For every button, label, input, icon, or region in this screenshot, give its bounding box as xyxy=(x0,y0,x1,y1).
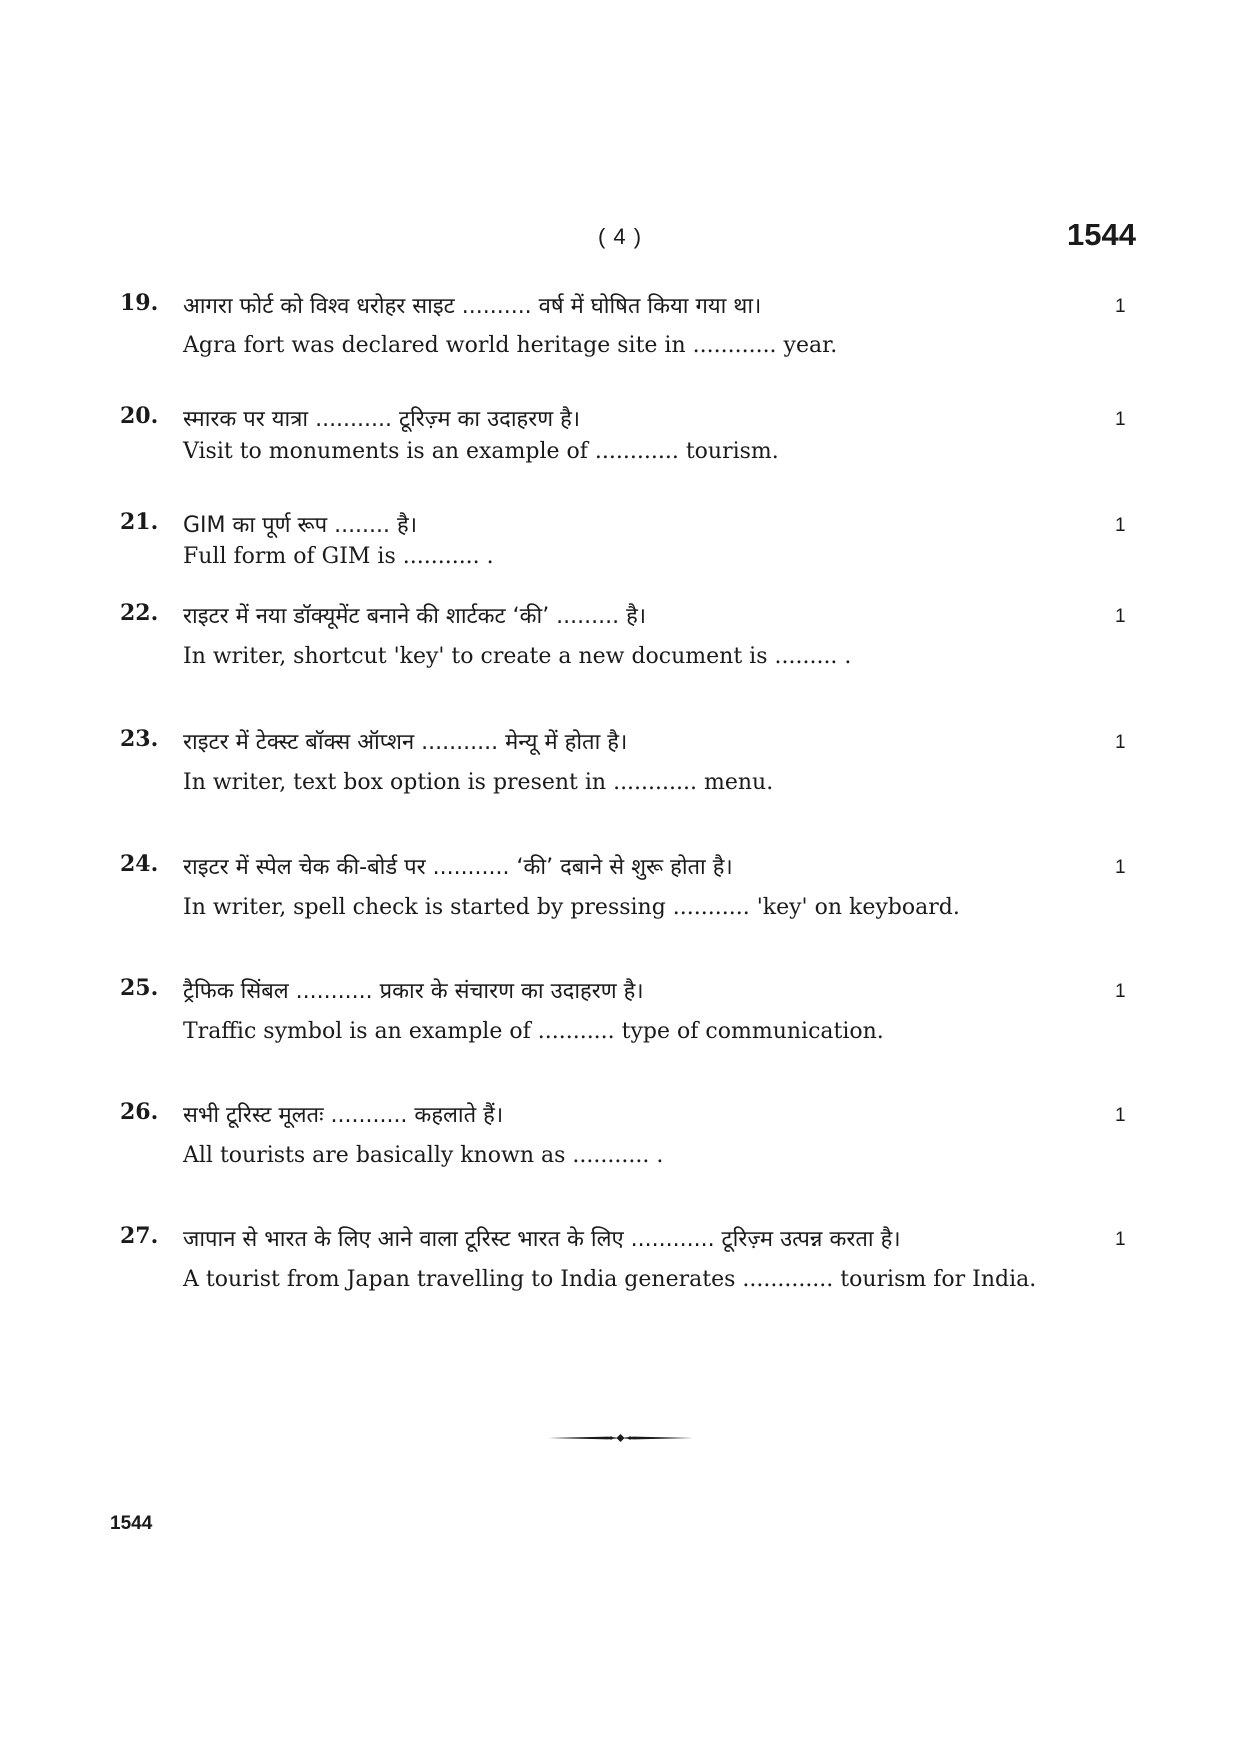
question-text-hindi: ट्रैफिक सिंबल ........... प्रकार के संचारण का उदाहरण है। xyxy=(183,979,644,1004)
question-number: 20. xyxy=(120,403,159,429)
question-number: 23. xyxy=(120,726,159,752)
question-text-hindi: आगरा फोर्ट को विश्व धरोहर साइट .......... वर्ष में घोषित किया गया था। xyxy=(183,294,762,319)
question-marks: 1 xyxy=(1115,857,1126,878)
question-text-english: In writer, spell check is started by pressing ........... 'key' on keyboard. xyxy=(183,895,960,920)
question-marks: 1 xyxy=(1115,515,1126,536)
question-text-english: Traffic symbol is an example of ........... type of communication. xyxy=(183,1019,884,1044)
question-marks: 1 xyxy=(1115,1229,1126,1250)
question-text-hindi: सभी टूरिस्ट मूलतः ........... कहलाते हैं। xyxy=(183,1103,504,1128)
page-number: ( 4 ) xyxy=(597,224,643,249)
paper-code-header: 1544 xyxy=(1067,217,1136,252)
question-text-hindi: राइटर में नया डॉक्यूमेंट बनाने की शार्टकट ‘की’ ......... है। xyxy=(183,604,647,629)
question-text-hindi: राइटर में स्पेल चेक की-बोर्ड पर ........... ‘की’ दबाने से शुरू होता है। xyxy=(183,855,733,880)
question-number: 22. xyxy=(120,600,159,626)
question-text-english: In writer, text box option is present in ............ menu. xyxy=(183,770,774,795)
end-of-paper-ornament xyxy=(548,1432,693,1444)
question-text-english: In writer, shortcut 'key' to create a new document is ......... . xyxy=(183,644,852,669)
paper-code-footer: 1544 xyxy=(110,1513,153,1534)
question-number: 24. xyxy=(120,851,159,877)
question-text-hindi: स्मारक पर यात्रा ........... टूरिज़्म का उदाहरण है। xyxy=(183,407,581,432)
question-number: 27. xyxy=(120,1223,159,1249)
question-marks: 1 xyxy=(1115,981,1126,1002)
question-text-english: A tourist from Japan travelling to India generates ............. tourism for India. xyxy=(183,1267,1037,1292)
question-marks: 1 xyxy=(1115,732,1126,753)
question-marks: 1 xyxy=(1115,409,1126,430)
question-marks: 1 xyxy=(1115,296,1126,317)
question-text-english: Full form of GIM is ........... . xyxy=(183,544,494,569)
question-text-hindi: राइटर में टेक्स्ट बॉक्स ऑप्शन ........... मेन्यू में होता है। xyxy=(183,730,628,755)
question-text-hindi: जापान से भारत के लिए आने वाला टूरिस्ट भारत के लिए ............ टूरिज़्म उत्पन्न करता है। xyxy=(183,1227,901,1252)
question-number: 26. xyxy=(120,1099,159,1125)
question-marks: 1 xyxy=(1115,1105,1126,1126)
question-number: 19. xyxy=(120,290,159,316)
question-marks: 1 xyxy=(1115,606,1126,627)
question-text-english: Agra fort was declared world heritage site in ............ year. xyxy=(183,333,838,358)
question-number: 21. xyxy=(120,509,159,535)
question-text-english: All tourists are basically known as ........... . xyxy=(183,1143,664,1168)
question-text-english: Visit to monuments is an example of ............ tourism. xyxy=(183,439,779,464)
question-text-hindi: GIM का पूर्ण रूप ........ है। xyxy=(183,513,418,538)
question-number: 25. xyxy=(120,975,159,1001)
